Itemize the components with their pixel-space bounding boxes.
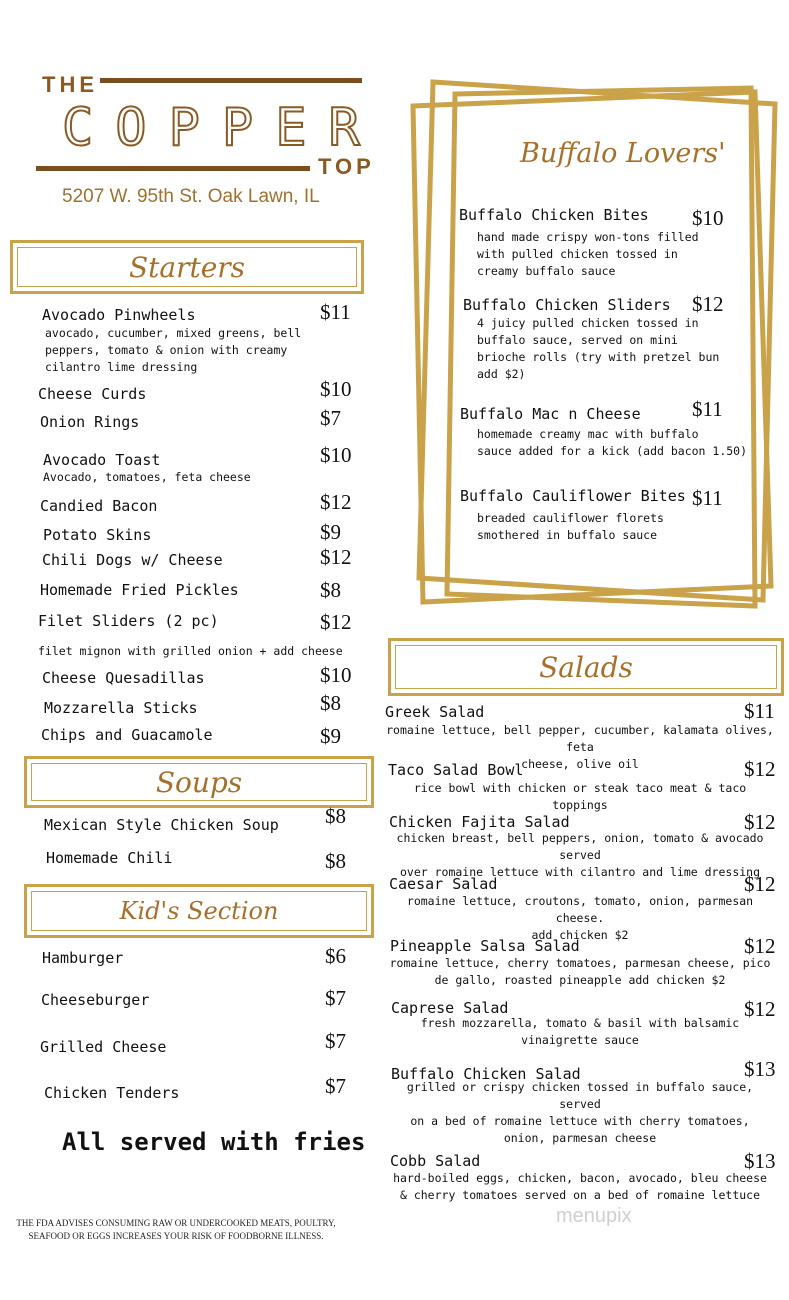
starters-item-price: $12 xyxy=(320,545,352,569)
salads-desc-line: hard-boiled eggs, chicken, bacon, avocado, bleu cheese xyxy=(393,1171,767,1185)
buffalo-desc-line: sauce added for a kick (add bacon 1.50) xyxy=(477,444,748,458)
starters-item-name: Potato Skins xyxy=(43,526,152,544)
fda-line: SEAFOOD OR EGGS INCREASES YOUR RISK OF FOODBORNE ILLNESS. xyxy=(28,1231,324,1241)
watermark: menupix xyxy=(556,1205,632,1227)
starters-item-name: Chili Dogs w/ Cheese xyxy=(42,551,223,569)
buffalo-desc-line: smothered in buffalo sauce xyxy=(477,528,658,542)
buffalo-desc-line: homemade creamy mac with buffalo xyxy=(477,427,699,441)
starters-item-name: Mozzarella Sticks xyxy=(44,699,198,717)
kids-item-name: Chicken Tenders xyxy=(44,1084,180,1102)
kids-header xyxy=(24,884,374,938)
salads-item-desc xyxy=(384,1079,776,1147)
buffalo-desc-line: breaded cauliflower florets xyxy=(477,511,664,525)
salads-item-name: Taco Salad Bowl xyxy=(388,761,524,779)
logo-copper: COPPER xyxy=(62,98,382,158)
starters-item-price: $10 xyxy=(320,663,352,687)
kids-item-price: $6 xyxy=(325,944,346,968)
kids-note: All served with fries xyxy=(62,1128,366,1156)
salads-desc-line: cheese, olive oil xyxy=(521,757,639,771)
buffalo-desc-line: creamy buffalo sauce xyxy=(477,264,616,278)
starters-item-name: Homemade Fried Pickles xyxy=(40,581,239,599)
starters-item-desc xyxy=(43,469,251,486)
salads-header xyxy=(388,638,784,696)
salads-desc-line: & cherry tomatoes served on a bed of romaine lettuce xyxy=(399,1188,761,1202)
kids-item-name: Grilled Cheese xyxy=(40,1038,167,1056)
soups-item-price: $8 xyxy=(325,849,346,873)
salads-item-desc xyxy=(384,780,776,814)
starters-item-name: Avocado Pinwheels xyxy=(42,306,196,324)
starters-item-price: $7 xyxy=(320,406,341,430)
salads-desc-line: grilled or crispy chicken tossed in buffalo sauce, served xyxy=(406,1080,754,1111)
buffalo-title: Buffalo Lovers' xyxy=(520,138,726,169)
salads-desc-line: rice bowl with chicken or steak taco meat & taco toppings xyxy=(413,781,747,812)
soups-header xyxy=(24,756,374,808)
buffalo-desc-line: 4 juicy pulled chicken tossed in xyxy=(477,316,699,330)
buffalo-desc-line: brioche rolls (try with pretzel bun xyxy=(477,350,720,364)
salads-item-name: Greek Salad xyxy=(385,703,485,721)
kids-item-name: Cheeseburger xyxy=(41,991,150,1009)
salads-item-desc xyxy=(384,1015,776,1049)
salads-item-name: Pineapple Salsa Salad xyxy=(390,937,580,955)
buffalo-item-price: $12 xyxy=(692,292,724,316)
starters-item-price: $8 xyxy=(320,578,341,602)
soups-item-price: $8 xyxy=(325,804,346,828)
starters-item-price: $10 xyxy=(320,443,352,467)
salads-item-price: $12 xyxy=(744,872,776,896)
salads-desc-line: de gallo, roasted pineapple add chicken $2 xyxy=(434,973,726,987)
starters-item-price: $12 xyxy=(320,610,352,634)
logo-top: TOP xyxy=(318,154,375,179)
starters-item-name: Avocado Toast xyxy=(43,451,161,469)
buffalo-item-price: $11 xyxy=(692,397,723,421)
address: 5207 W. 95th St. Oak Lawn, IL xyxy=(62,186,320,207)
salads-item-name: Cobb Salad xyxy=(390,1152,481,1170)
starters-item-name: Filet Sliders (2 pc) xyxy=(38,612,219,630)
fda-line: THE FDA ADVISES CONSUMING RAW OR UNDERCOOKED MEATS, POULTRY, xyxy=(16,1218,336,1228)
salads-desc-line: vinaigrette sauce xyxy=(521,1033,639,1047)
salads-item-desc xyxy=(384,830,776,881)
soups-item-name: Mexican Style Chicken Soup xyxy=(44,816,279,834)
salads-desc-line: over romaine lettuce with cilantro and lime dressing xyxy=(399,865,761,879)
starters-header xyxy=(10,240,364,294)
kids-item-name: Hamburger xyxy=(42,949,124,967)
soups-title: Soups xyxy=(155,765,243,799)
starters-desc-line: filet mignon with grilled onion + add cheese xyxy=(38,644,343,658)
starters-item-name: Cheese Curds xyxy=(38,385,147,403)
salads-desc-line: chicken breast, bell peppers, onion, tomato & avocado served xyxy=(396,831,764,862)
salads-desc-line: add chicken $2 xyxy=(531,928,629,942)
salads-item-desc xyxy=(384,1170,776,1204)
starters-desc-line: cilantro lime dressing xyxy=(45,360,198,374)
buffalo-item-price: $11 xyxy=(692,486,723,510)
starters-item-name: Candied Bacon xyxy=(40,497,158,515)
salads-desc-line: onion, parmesan cheese xyxy=(503,1131,657,1145)
salads-item-desc xyxy=(384,955,776,989)
starters-desc-line: Avocado, tomatoes, feta cheese xyxy=(43,470,251,484)
kids-item-price: $7 xyxy=(325,1074,346,1098)
salads-desc-line: romaine lettuce, cherry tomatoes, parmesan cheese, pico xyxy=(389,956,771,970)
starters-item-name: Chips and Guacamole xyxy=(41,726,213,744)
salads-item-name: Buffalo Chicken Salad xyxy=(391,1065,581,1083)
buffalo-desc-line: buffalo sauce, served on mini xyxy=(477,333,678,347)
logo-the: THE xyxy=(42,72,98,97)
salads-item-name: Caprese Salad xyxy=(391,999,509,1017)
buffalo-item-desc xyxy=(477,510,664,544)
buffalo-item-desc xyxy=(477,229,699,280)
kids-item-price: $7 xyxy=(325,986,346,1010)
fda-warning xyxy=(6,1217,346,1243)
salads-item-price: $12 xyxy=(744,934,776,958)
starters-item-price: $12 xyxy=(320,490,352,514)
starters-item-name: Onion Rings xyxy=(40,413,140,431)
buffalo-desc-line: add $2) xyxy=(477,367,526,381)
salads-desc-line: fresh mozzarella, tomato & basil with balsamic xyxy=(420,1016,740,1030)
kids-title: Kid's Section xyxy=(119,897,279,925)
salads-item-price: $13 xyxy=(744,1149,776,1173)
salads-item-price: $12 xyxy=(744,810,776,834)
salads-desc-line: romaine lettuce, croutons, tomato, onion, parmesan cheese. xyxy=(406,894,754,925)
salads-desc-line: romaine lettuce, bell pepper, cucumber, kalamata olives, feta xyxy=(386,723,774,754)
buffalo-item-desc xyxy=(477,315,719,383)
soups-item-name: Homemade Chili xyxy=(46,849,173,867)
buffalo-item-name: Buffalo Cauliflower Bites xyxy=(460,487,686,505)
buffalo-item-desc xyxy=(477,426,747,460)
starters-item-desc xyxy=(45,325,301,376)
logo-top-bar xyxy=(100,78,362,83)
starters-item-price: $11 xyxy=(320,300,351,324)
kids-item-price: $7 xyxy=(325,1029,346,1053)
salads-item-price: $12 xyxy=(744,997,776,1021)
salads-item-price: $12 xyxy=(744,757,776,781)
salads-title: Salads xyxy=(539,650,633,684)
starters-item-price: $10 xyxy=(320,377,352,401)
starters-desc-line: avocado, cucumber, mixed greens, bell xyxy=(45,326,302,340)
salads-item-price: $13 xyxy=(744,1057,776,1081)
starters-item-price: $8 xyxy=(320,691,341,715)
buffalo-item-name: Buffalo Chicken Sliders xyxy=(463,296,671,314)
starters-item-price: $9 xyxy=(320,724,341,748)
buffalo-desc-line: hand made crispy won-tons filled xyxy=(477,230,699,244)
starters-item-desc xyxy=(38,643,343,660)
starters-desc-line: peppers, tomato & onion with creamy xyxy=(45,343,288,357)
starters-item-name: Cheese Quesadillas xyxy=(42,669,205,687)
buffalo-desc-line: with pulled chicken tossed in xyxy=(477,247,678,261)
salads-item-name: Caesar Salad xyxy=(389,875,498,893)
salads-desc-line: on a bed of romaine lettuce with cherry tomatoes, xyxy=(410,1114,750,1128)
buffalo-item-price: $10 xyxy=(692,206,724,230)
buffalo-item-name: Buffalo Mac n Cheese xyxy=(460,405,641,423)
salads-item-name: Chicken Fajita Salad xyxy=(389,813,570,831)
salads-item-price: $11 xyxy=(744,699,775,723)
starters-item-price: $9 xyxy=(320,520,341,544)
logo-bottom-bar xyxy=(36,166,310,171)
buffalo-item-name: Buffalo Chicken Bites xyxy=(459,206,649,224)
starters-title: Starters xyxy=(128,250,246,284)
